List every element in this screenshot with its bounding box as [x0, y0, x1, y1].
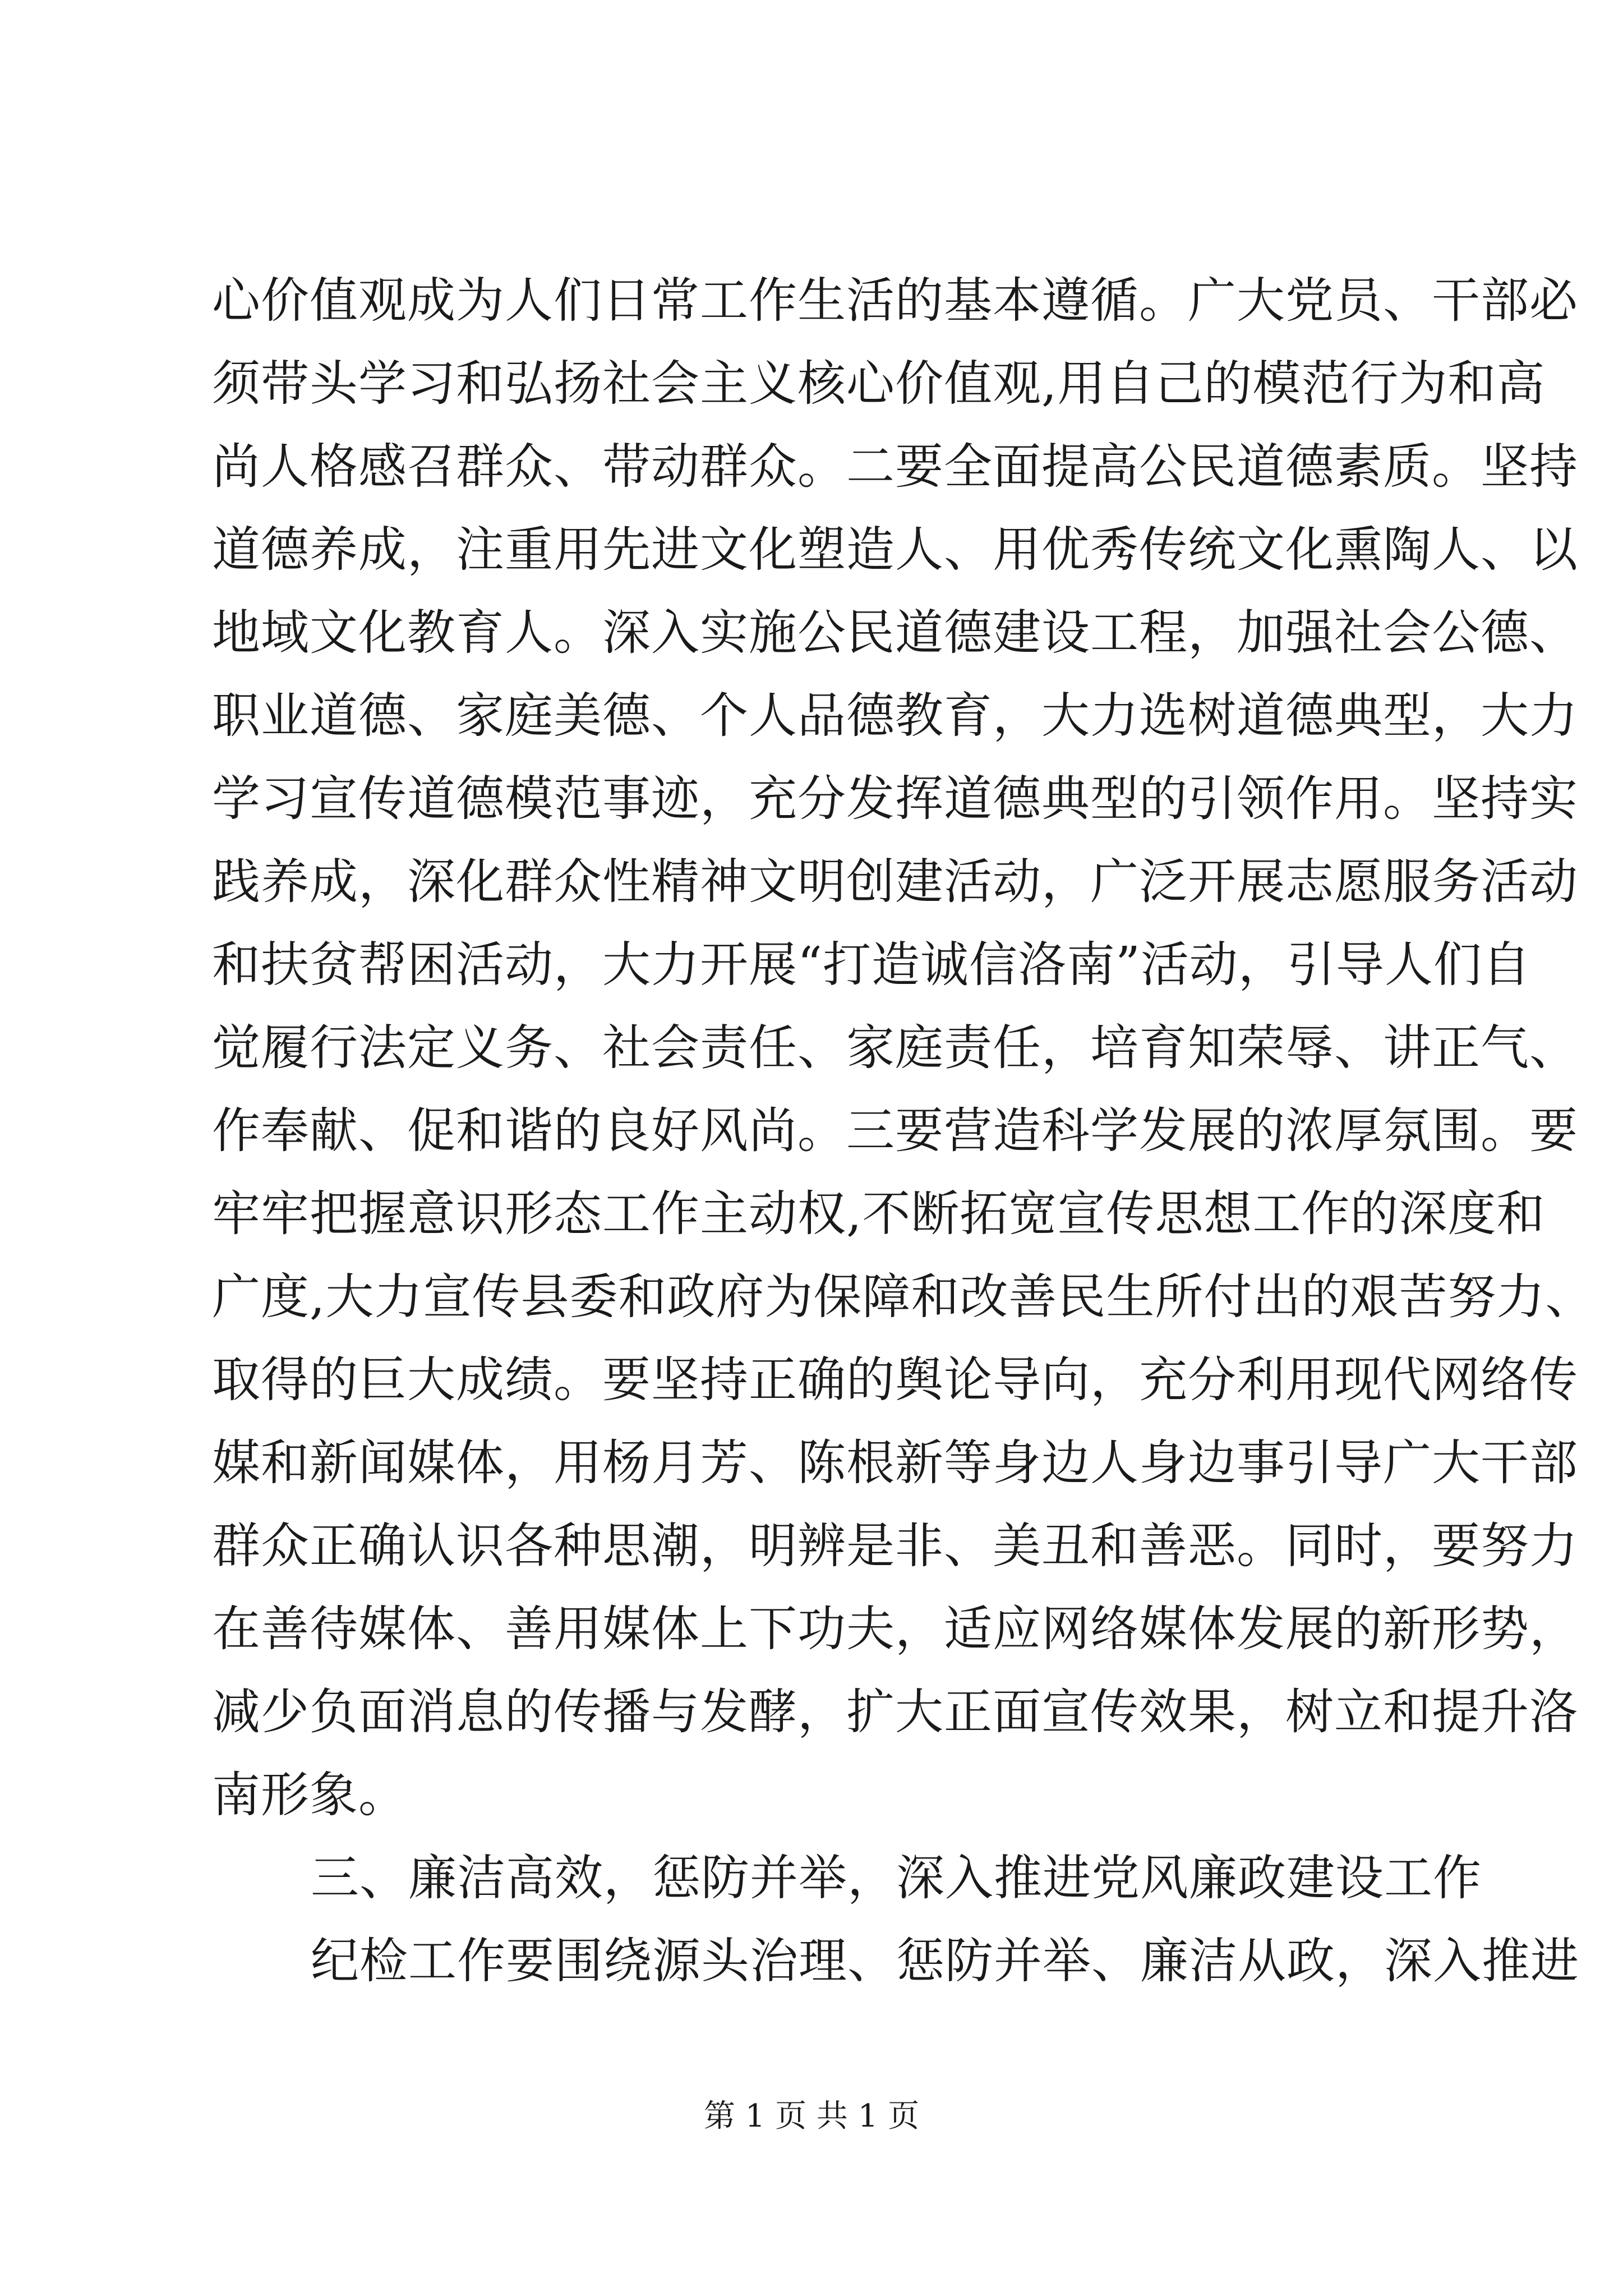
- body-line: 在善待媒体、善用媒体上下功夫，适应网络媒体发展的新形势，: [212, 1601, 1578, 1657]
- body-line: 和扶贫帮困活动，大力开展“打造诚信洛南”活动，引导人们自: [212, 937, 1531, 993]
- body-line: 道德养成，注重用先进文化塑造人、用优秀传统文化熏陶人、以: [212, 522, 1578, 578]
- body-line: 南形象。: [212, 1767, 407, 1823]
- body-line: 践养成，深化群众性精神文明创建活动，广泛开展志愿服务活动: [212, 854, 1578, 910]
- body-line: 广度,大力宣传县委和政府为保障和改善民生所付出的艰苦努力、: [212, 1269, 1594, 1325]
- section-first-line: 纪检工作要围绕源头治理、惩防并举、廉洁从政，深入推进: [311, 1933, 1579, 1989]
- body-line: 学习宣传道德模范事迹，充分发挥道德典型的引领作用。坚持实: [212, 771, 1578, 827]
- body-line: 群众正确认识各种思潮，明辨是非、美丑和善恶。同时，要努力: [212, 1518, 1578, 1574]
- body-line: 觉履行法定义务、社会责任、家庭责任，培育知荣辱、讲正气、: [212, 1020, 1578, 1076]
- body-line: 作奉献、促和谐的良好风尚。三要营造科学发展的浓厚氛围。要: [212, 1103, 1578, 1159]
- section-heading: 三、廉洁高效，惩防并举，深入推进党风廉政建设工作: [311, 1850, 1482, 1906]
- page-number-footer: 第 1 页 共 1 页: [703, 2098, 920, 2134]
- body-line: 牢牢把握意识形态工作主动权,不断拓宽宣传思想工作的深度和: [212, 1186, 1546, 1242]
- document-body: [212, 259, 1594, 2003]
- body-line: 取得的巨大成绩。要坚持正确的舆论导向，充分利用现代网络传: [212, 1352, 1578, 1408]
- body-line: 媒和新闻媒体，用杨月芳、陈根新等身边人身边事引导广大干部: [212, 1435, 1578, 1491]
- body-line: 地域文化教育人。深入实施公民道德建设工程，加强社会公德、: [212, 605, 1578, 661]
- body-line: 心价值观成为人们日常工作生活的基本遵循。广大党员、干部必: [212, 273, 1578, 329]
- body-line: 职业道德、家庭美德、个人品德教育，大力选树道德典型，大力: [212, 688, 1578, 744]
- body-line: 尚人格感召群众、带动群众。二要全面提高公民道德素质。坚持: [212, 439, 1578, 495]
- body-line: 减少负面消息的传播与发酵，扩大正面宣传效果，树立和提升洛: [212, 1684, 1578, 1740]
- body-line: 须带头学习和弘扬社会主义核心价值观,用自己的模范行为和高: [212, 356, 1546, 412]
